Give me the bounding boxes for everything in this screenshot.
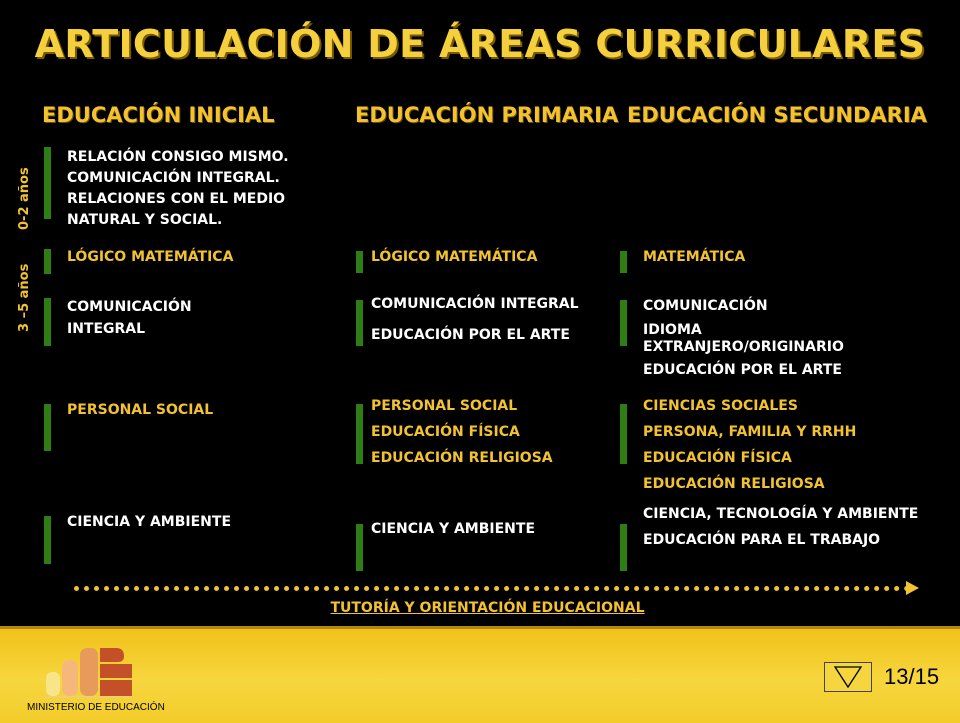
group-bar — [620, 251, 627, 273]
group-bar — [620, 524, 627, 571]
ministry-logo-icon — [44, 646, 134, 698]
group-bar — [620, 300, 627, 346]
arrow-right-icon — [906, 581, 919, 595]
secundaria-idioma: IDIOMA — [643, 322, 702, 338]
group-bar — [356, 300, 363, 346]
group-bar — [356, 251, 363, 273]
area-line: COMUNICACIÓN — [67, 299, 192, 315]
area-item: RELACIONES CON EL MEDIO — [67, 191, 286, 207]
age-label-0-2: 0-2 años — [17, 167, 32, 230]
inicial-ciencia-ambiente: CIENCIA Y AMBIENTE — [67, 514, 232, 530]
primaria-comunicacion-integral: COMUNICACIÓN INTEGRAL — [371, 296, 579, 312]
column-header-primaria: EDUCACIÓN PRIMARIA — [355, 103, 619, 127]
primaria-educacion-religiosa: EDUCACIÓN RELIGIOSA — [371, 450, 553, 466]
secundaria-matematica: MATEMÁTICA — [643, 249, 746, 265]
group-bar — [44, 249, 51, 274]
area-item: NATURAL Y SOCIAL. — [67, 212, 223, 228]
inicial-comunicacion — [67, 296, 192, 340]
secundaria-educacion-trabajo: EDUCACIÓN PARA EL TRABAJO — [643, 532, 881, 548]
secundaria-ciencias-sociales: CIENCIAS SOCIALES — [643, 398, 798, 414]
age-label-3-5: 3 –5 años — [17, 263, 32, 332]
next-slide-button[interactable] — [824, 662, 872, 692]
primaria-personal-social: PERSONAL SOCIAL — [371, 398, 518, 414]
primaria-ciencia-ambiente: CIENCIA Y AMBIENTE — [371, 521, 536, 537]
group-bar — [44, 298, 51, 346]
tutoria-label: TUTORÍA Y ORIENTACIÓN EDUCACIONAL — [330, 600, 645, 616]
secundaria-comunicacion: COMUNICACIÓN — [643, 298, 768, 314]
group-bar — [44, 404, 51, 451]
group-bar — [620, 404, 627, 464]
tutoria-dotted-line — [74, 586, 910, 591]
secundaria-educacion-arte: EDUCACIÓN POR EL ARTE — [643, 362, 842, 378]
secundaria-ciencia-tecnologia: CIENCIA, TECNOLOGÍA Y AMBIENTE — [643, 506, 919, 522]
area-item: COMUNICACIÓN INTEGRAL. — [67, 170, 280, 186]
primaria-educacion-fisica: EDUCACIÓN FÍSICA — [371, 424, 520, 440]
inicial-infant-areas — [67, 147, 289, 231]
secundaria-educacion-religiosa: EDUCACIÓN RELIGIOSA — [643, 476, 825, 492]
group-bar — [44, 516, 51, 564]
inicial-personal-social: PERSONAL SOCIAL — [67, 402, 214, 418]
primaria-educacion-arte: EDUCACIÓN POR EL ARTE — [371, 327, 570, 343]
column-header-secundaria: EDUCACIÓN SECUNDARIA — [627, 103, 927, 127]
ministry-name: MINISTERIO DE EDUCACIÓN — [27, 702, 165, 713]
area-item: RELACIÓN CONSIGO MISMO. — [67, 149, 289, 165]
area-line: INTEGRAL — [67, 321, 146, 337]
page-number: 13/15 — [884, 664, 940, 689]
inicial-logico-matematica: LÓGICO MATEMÁTICA — [67, 249, 234, 265]
secundaria-educacion-fisica: EDUCACIÓN FÍSICA — [643, 450, 792, 466]
column-header-inicial: EDUCACIÓN INICIAL — [42, 103, 275, 127]
group-bar — [356, 404, 363, 464]
next-triangle-icon — [825, 663, 871, 691]
secundaria-idioma-extranjero: EXTRANJERO/ORIGINARIO — [643, 339, 844, 355]
secundaria-persona-familia: PERSONA, FAMILIA Y RRHH — [643, 424, 857, 440]
group-bar — [44, 147, 51, 219]
primaria-logico-matematica: LÓGICO MATEMÁTICA — [371, 249, 538, 265]
slide-title: ARTICULACIÓN DE ÁREAS CURRICULARES — [34, 22, 926, 66]
group-bar — [356, 524, 363, 571]
